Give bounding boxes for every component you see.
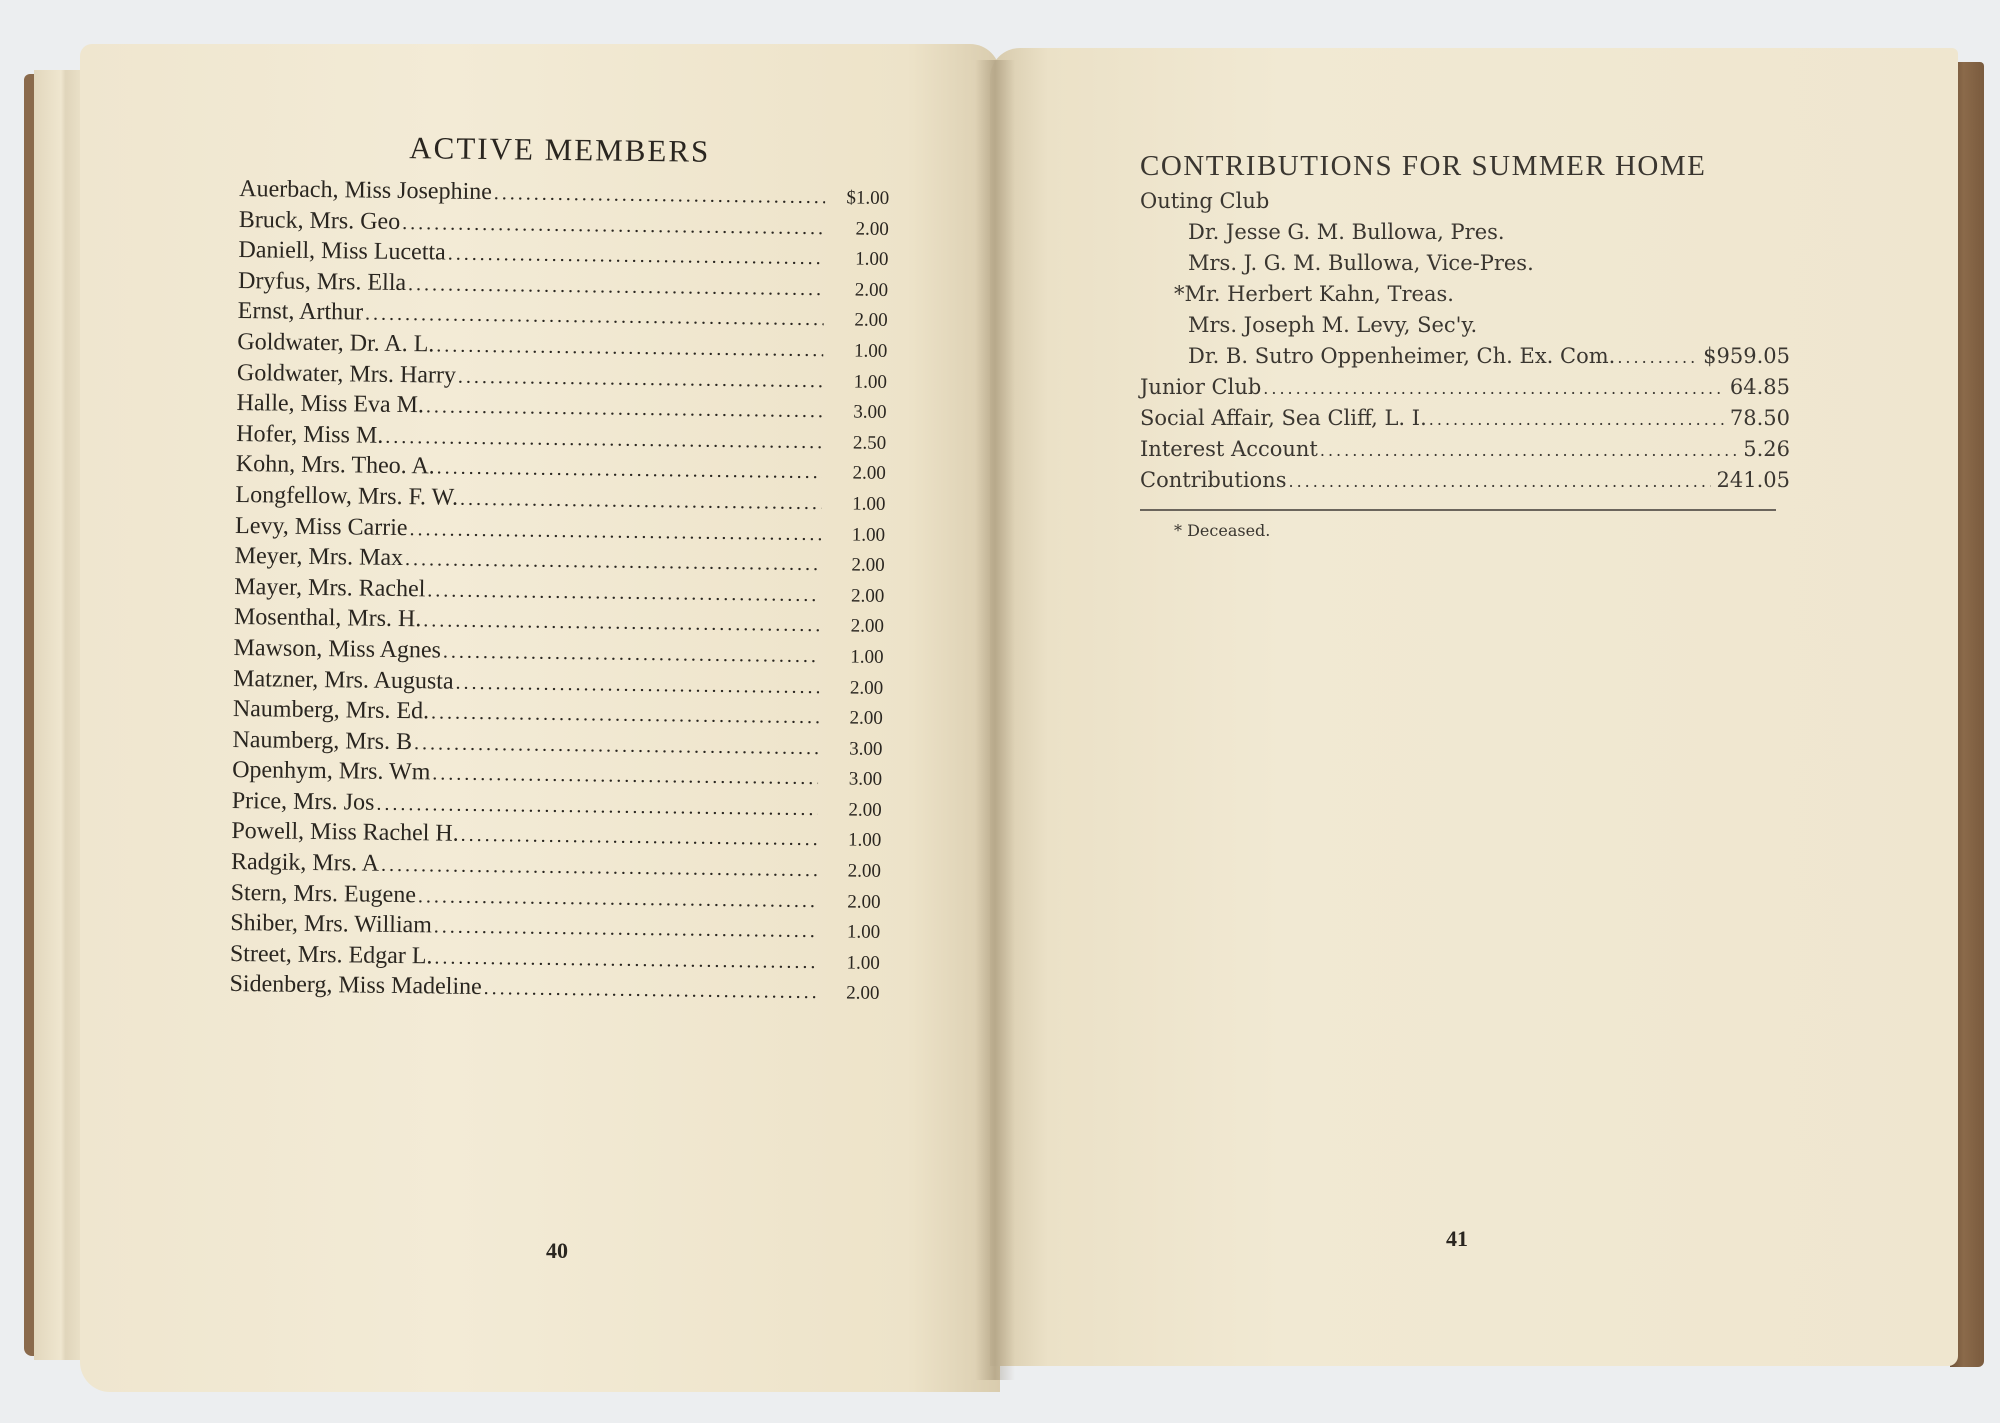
- officer-line: [1140, 251, 1790, 282]
- entry-amount: 1.00: [852, 493, 886, 515]
- entry-list: [1140, 375, 1790, 499]
- page-title: CONTRIBUTIONS FOR SUMMER HOME: [1140, 150, 1707, 182]
- officer-line: [1140, 220, 1790, 251]
- entry-name: Contributions: [1140, 468, 1287, 492]
- entry-name: Mayer, Mrs. Rachel: [234, 573, 426, 603]
- entry-name: Levy, Miss Carrie: [234, 512, 408, 541]
- leader-dots: [443, 640, 820, 668]
- entry-name: Mosenthal, Mrs. H.: [233, 604, 422, 633]
- entry-amount: 2.00: [850, 585, 885, 607]
- page-number: 41: [1446, 1226, 1468, 1251]
- entry-amount: 1.00: [846, 921, 881, 944]
- list-item: [1140, 437, 1790, 468]
- officer-name: *Mr. Herbert Kahn, Treas.: [1174, 282, 1454, 306]
- entry-name: Goldwater, Mrs. Harry: [236, 359, 457, 389]
- leader-dots: [402, 212, 825, 240]
- leader-dots: [461, 824, 818, 851]
- entry-name: Radgik, Mrs. A: [230, 849, 380, 877]
- entry-name: Kohn, Mrs. Theo. A.: [235, 451, 435, 480]
- member-list: [229, 176, 889, 1010]
- entry-name: Stern, Mrs. Eugene: [230, 879, 417, 908]
- entry-name: Junior Club: [1140, 375, 1262, 399]
- leader-dots: [437, 457, 822, 485]
- leader-dots: [1263, 379, 1724, 398]
- leader-dots: [1320, 441, 1737, 460]
- entry-name: Mawson, Miss Agnes: [233, 634, 442, 664]
- entry-amount: 1.00: [850, 646, 884, 668]
- page-title: ACTIVE MEMBERS: [409, 130, 711, 169]
- entry-name: Openhym, Mrs. Wm: [231, 757, 431, 786]
- entry-name: Bruck, Mrs. Geo: [238, 206, 401, 235]
- officer-name: Mrs. J. G. M. Bullowa, Vice-Pres.: [1188, 251, 1534, 275]
- leader-dots: [405, 548, 821, 576]
- leader-dots: [460, 488, 822, 515]
- entry-amount: 2.00: [854, 279, 889, 301]
- divider-rule: [1140, 509, 1776, 511]
- entry-amount: 1.00: [851, 524, 886, 546]
- entry-name: Naumberg, Mrs. Ed.: [232, 696, 430, 725]
- entry-name: Meyer, Mrs. Max: [234, 543, 404, 572]
- active-members-section: [229, 128, 890, 1010]
- leader-dots: [434, 946, 816, 974]
- list-item: [1140, 406, 1790, 437]
- entry-amount: 2.00: [851, 554, 885, 577]
- entry-name: Social Affair, Sea Cliff, L. I.: [1140, 406, 1427, 430]
- entry-amount: 3.00: [853, 401, 887, 424]
- entry-amount: 2.00: [852, 462, 886, 485]
- entry-amount: 2.00: [846, 982, 880, 1005]
- entry-amount: 1.00: [846, 952, 880, 974]
- officer-line: [1140, 344, 1790, 375]
- entry-name: Halle, Miss Eva M.: [236, 390, 425, 419]
- entry-amount: 241.05: [1716, 468, 1790, 492]
- leader-dots: [408, 273, 824, 301]
- list-item: [1140, 468, 1790, 499]
- leader-dots: [494, 182, 826, 209]
- officer-name: Dr. Jesse G. M. Bullowa, Pres.: [1188, 220, 1505, 244]
- leader-dots: [458, 365, 823, 392]
- entry-name: Ernst, Arthur: [237, 298, 364, 326]
- entry-amount: 2.00: [855, 218, 889, 240]
- leader-dots: [1289, 472, 1711, 491]
- leader-dots: [436, 334, 823, 362]
- entry-name: Shiber, Mrs. William: [230, 910, 433, 939]
- entry-amount: 1.00: [855, 248, 889, 271]
- leader-dots: [376, 793, 818, 821]
- leader-dots: [455, 671, 819, 698]
- officer-name: Dr. B. Sutro Oppenheimer, Ch. Ex. Com.: [1188, 344, 1616, 368]
- leader-dots: [432, 763, 818, 791]
- entry-amount: 2.50: [852, 432, 887, 454]
- leader-dots: [427, 579, 820, 607]
- entry-amount: 2.00: [850, 615, 885, 638]
- entry-name: Powell, Miss Rachel H.: [231, 818, 459, 848]
- entry-name: Outing Club: [1140, 189, 1270, 213]
- entry-amount: 2.00: [847, 860, 882, 882]
- entry-name: Naumberg, Mrs. B: [232, 726, 413, 755]
- entry-name: Price, Mrs. Jos: [231, 787, 375, 816]
- entry-amount: 2.00: [849, 707, 883, 729]
- leader-dots: [414, 732, 819, 760]
- leader-dots: [426, 395, 823, 423]
- entry-amount: 1.00: [847, 829, 882, 852]
- leader-dots: [418, 885, 817, 913]
- leader-dots: [385, 426, 822, 454]
- entry-amount: 78.50: [1729, 406, 1790, 430]
- entry-name: Street, Mrs. Edgar L.: [229, 940, 433, 970]
- entry-name: Longfellow, Mrs. F. W.: [235, 481, 459, 511]
- entry-amount: 1.00: [853, 371, 888, 393]
- entry-name: Dryfus, Mrs. Ella: [237, 267, 407, 296]
- entry-amount: 1.00: [853, 340, 888, 362]
- entry-name: Matzner, Mrs. Augusta: [233, 665, 454, 695]
- leader-dots: [423, 610, 820, 638]
- entry-name: Interest Account: [1140, 437, 1318, 461]
- footnote: * Deceased.: [1174, 521, 1271, 540]
- officer-name: Mrs. Joseph M. Levy, Sec'y.: [1188, 313, 1478, 337]
- entry-amount: 5.26: [1743, 437, 1790, 461]
- leader-dots: [431, 701, 819, 729]
- leader-dots: [484, 977, 816, 1004]
- entry-amount: $1.00: [846, 187, 890, 209]
- entry-amount: $959.05: [1703, 344, 1790, 368]
- entry-amount: 3.00: [848, 768, 883, 791]
- entry-amount: 2.00: [847, 891, 881, 913]
- leader-dots: [381, 854, 817, 882]
- leader-dots: [1617, 348, 1697, 367]
- entry-name: Daniell, Miss Lucetta: [238, 237, 446, 266]
- book-gutter: [975, 60, 1015, 1380]
- entry-name: Sidenberg, Miss Madeline: [229, 971, 482, 1001]
- entry-amount: 2.00: [854, 309, 888, 332]
- leader-dots: [1429, 410, 1724, 429]
- officer-line: [1140, 313, 1790, 344]
- leader-dots: [365, 303, 824, 332]
- entry-amount: 3.00: [849, 738, 883, 760]
- entry-name: Goldwater, Dr. A. L.: [237, 328, 435, 358]
- entry-amount: 2.00: [849, 676, 884, 699]
- leader-dots: [409, 518, 821, 546]
- list-item: [1140, 375, 1790, 406]
- entry-name: Auerbach, Miss Josephine: [239, 175, 493, 206]
- outing-club-label: [1140, 189, 1790, 220]
- entry-amount: 2.00: [848, 799, 882, 821]
- page-number: 40: [546, 1238, 568, 1263]
- leader-dots: [448, 243, 825, 271]
- leader-dots: [434, 916, 817, 944]
- entry-amount: 64.85: [1729, 375, 1790, 399]
- officer-line: [1140, 282, 1790, 313]
- contributions-section: [1140, 150, 1790, 540]
- entry-name: Hofer, Miss M.: [236, 420, 384, 449]
